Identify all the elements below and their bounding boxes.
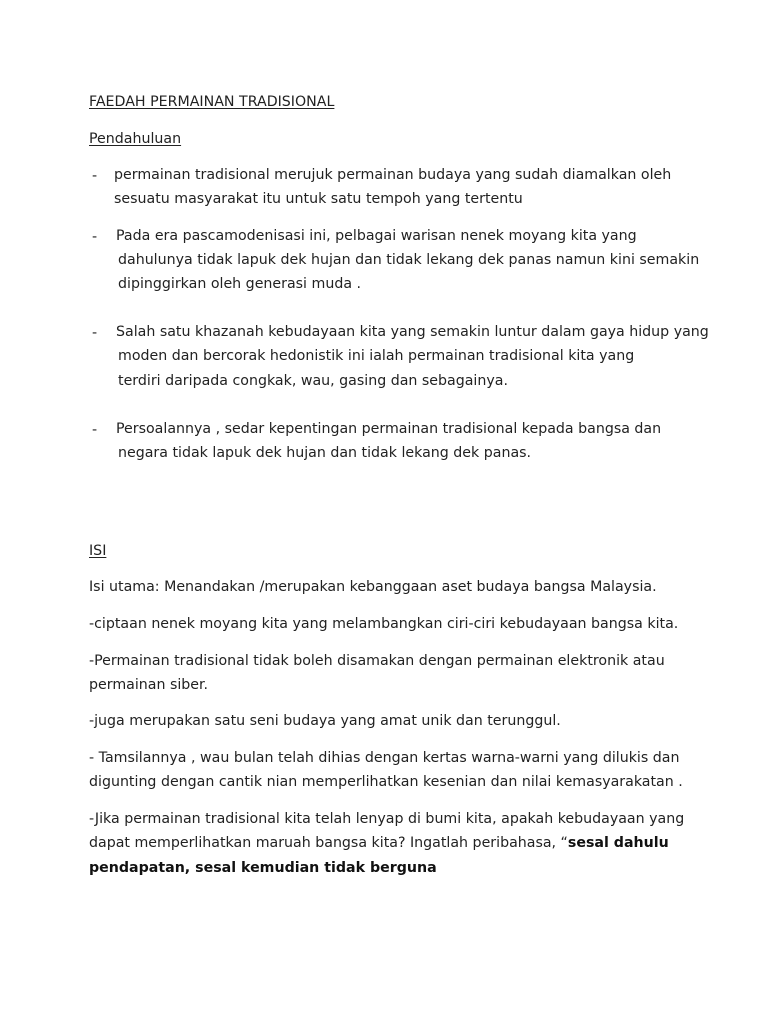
isi-paragraph-line: -Permainan tradisional tidak boleh disamakan dengan permainan elektronik atau <box>89 653 665 669</box>
isi-paragraph: -juga merupakan satu seni budaya yang amat unik dan terunggul. <box>89 713 561 729</box>
intro-item-line: dipinggirkan oleh generasi muda . <box>118 276 362 292</box>
intro-item-line: terdiri daripada congkak, wau, gasing dan sebagainya. <box>118 373 508 389</box>
list-dash: - <box>92 325 98 341</box>
intro-heading: Pendahuluan <box>89 131 182 147</box>
peribahasa-bold-text: sesal dahulu <box>567 835 669 851</box>
isi-paragraph-line: -Jika permainan tradisional kita telah lenyap di bumi kita, apakah kebudayaan yang <box>89 811 685 827</box>
intro-item-line: dahulunya tidak lapuk dek hujan dan tidak lekang dek panas namun kini semakin <box>118 252 700 268</box>
intro-item-line: negara tidak lapuk dek hujan dan tidak lekang dek panas. <box>118 445 532 461</box>
intro-item-line: permainan tradisional merujuk permainan budaya yang sudah diamalkan oleh <box>114 167 672 183</box>
intro-item-line: Pada era pascamodenisasi ini, pelbagai warisan nenek moyang kita yang <box>116 228 637 244</box>
isi-paragraph-line: digunting dengan cantik nian memperlihatkan kesenian dan nilai kemasyarakatan . <box>89 774 683 790</box>
list-dash: - <box>92 229 98 245</box>
isi-paragraph-line <box>89 834 669 852</box>
isi-paragraph: -ciptaan nenek moyang kita yang melambangkan ciri-ciri kebudayaan bangsa kita. <box>89 616 679 632</box>
intro-item-line: Persoalannya , sedar kepentingan permainan tradisional kepada bangsa dan <box>116 421 662 437</box>
intro-item-line: Salah satu khazanah kebudayaan kita yang semakin luntur dalam gaya hidup yang <box>116 324 709 340</box>
intro-item-line: sesuatu masyarakat itu untuk satu tempoh yang tertentu <box>114 191 523 207</box>
intro-item-line: moden dan bercorak hedonistik ini ialah permainan tradisional kita yang <box>118 348 635 364</box>
peribahasa-bold-text: pendapatan, sesal kemudian tidak berguna <box>89 860 437 876</box>
isi-paragraph-line: - Tamsilannya , wau bulan telah dihias dengan kertas warna-warni yang dilukis dan <box>89 750 680 766</box>
list-dash: - <box>92 422 98 438</box>
isi-paragraph: Isi utama: Menandakan /merupakan kebanggaan aset budaya bangsa Malaysia. <box>89 579 657 595</box>
list-dash: - <box>92 168 98 184</box>
isi-heading: ISI <box>89 543 107 559</box>
isi-paragraph-line: permainan siber. <box>89 677 209 693</box>
document-title: FAEDAH PERMAINAN TRADISIONAL <box>89 94 335 110</box>
paragraph-text: dapat memperlihatkan maruah bangsa kita? Ingatlah peribahasa, “ <box>89 835 568 851</box>
